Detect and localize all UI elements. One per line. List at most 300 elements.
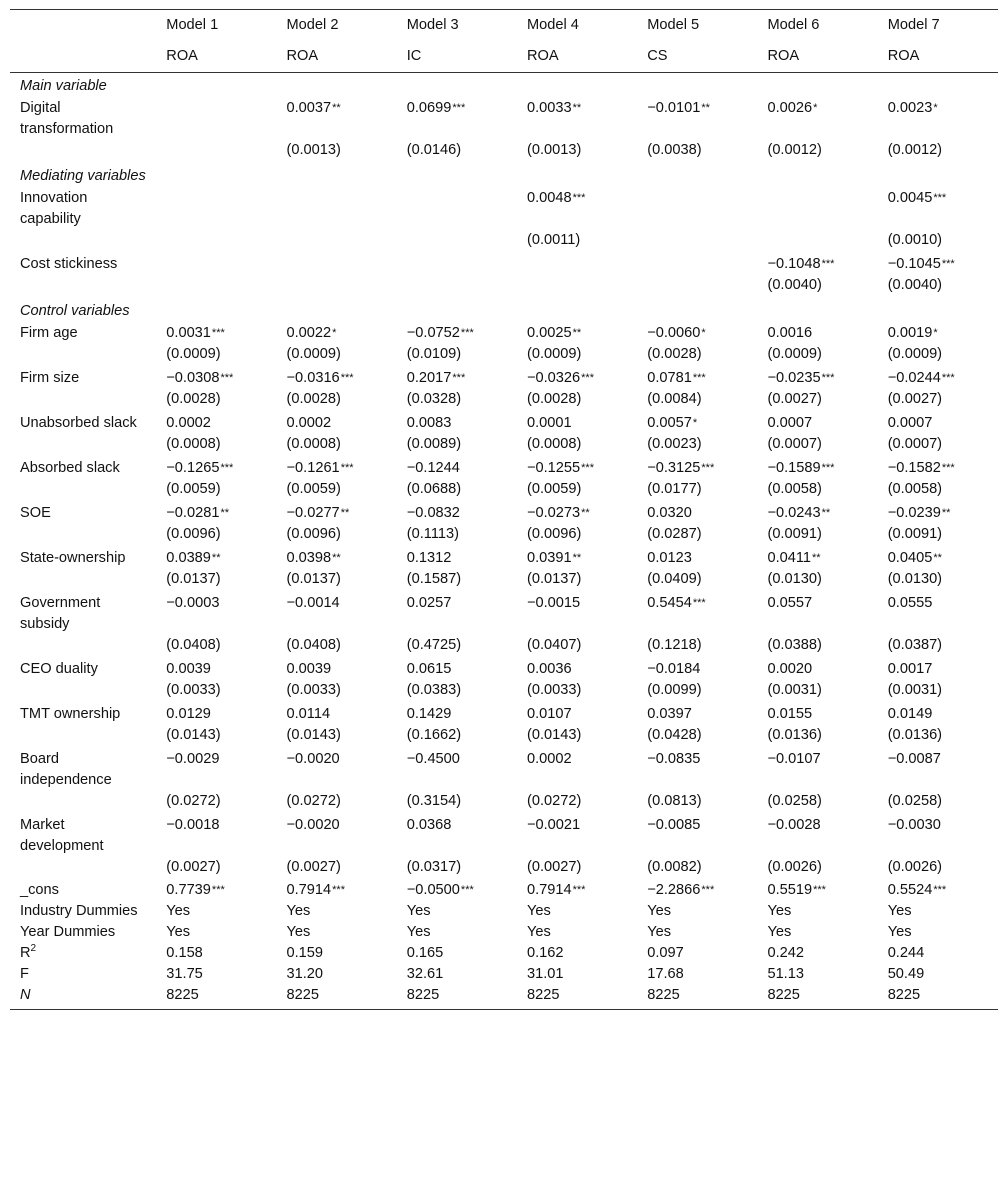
row-label-empty [10, 857, 156, 880]
dependent-header: CS [637, 41, 757, 73]
coefficient-cell: 0.5454*** [647, 595, 706, 611]
row-label-empty [10, 389, 156, 412]
coefficient-cell [156, 97, 276, 140]
significance-stars: *** [460, 327, 474, 339]
significance-stars: ** [572, 102, 582, 114]
coefficient-cell: 0.0026* [767, 100, 818, 116]
table-row [10, 569, 998, 592]
value-cell: 8225 [757, 985, 877, 1010]
coefficient-cell [397, 253, 517, 275]
table-row [10, 748, 998, 791]
std-error-cell: (0.0059) [526, 481, 582, 497]
value-cell: 0.244 [887, 945, 925, 961]
coefficient-cell: −0.0832 [406, 505, 460, 521]
coefficient-cell: −0.0087 [887, 751, 941, 767]
significance-stars: *** [581, 462, 594, 474]
std-error-cell: (0.0258) [887, 793, 943, 809]
row-label: Absorbed slack [20, 460, 120, 476]
coefficient-cell: −0.0308*** [166, 370, 234, 386]
std-error-cell: (0.0007) [767, 436, 822, 452]
std-error-cell: (0.0143) [166, 727, 221, 743]
significance-stars: * [332, 327, 337, 339]
row-label: Year Dummies [20, 924, 116, 940]
value-cell: Yes [406, 903, 431, 919]
value-cell: 0.7914*** [526, 882, 586, 898]
std-error-cell: (0.0096) [286, 526, 341, 542]
table-row [10, 680, 998, 703]
significance-stars: * [933, 327, 938, 339]
std-error-cell: (0.0383) [406, 682, 462, 698]
significance-stars: *** [340, 462, 354, 474]
significance-stars: *** [821, 258, 835, 270]
dependent-header: ROA [517, 41, 637, 73]
significance-stars: *** [211, 327, 225, 339]
coefficient-cell: −0.1045*** [887, 256, 955, 272]
coefficient-cell: 0.0257 [406, 595, 452, 611]
table-row [10, 434, 998, 457]
coefficient-cell: −0.0184 [647, 661, 701, 677]
std-error-cell: (0.0409) [647, 571, 702, 587]
coefficient-cell: 0.0023* [887, 100, 938, 116]
significance-stars: ** [581, 507, 590, 519]
coefficient-cell [277, 253, 397, 275]
significance-stars: *** [572, 884, 586, 896]
coefficient-cell: −0.0015 [526, 595, 581, 611]
table-row [10, 658, 998, 680]
coefficient-cell: −0.0003 [166, 595, 220, 611]
row-label-empty [10, 275, 156, 298]
significance-stars: *** [220, 372, 234, 384]
coefficient-cell: 0.0037** [286, 100, 341, 116]
coefficient-cell: 0.0002 [526, 751, 572, 767]
coefficient-cell: −0.0020 [286, 751, 340, 767]
std-error-cell: (0.0387) [887, 637, 943, 653]
value-cell: 31.75 [166, 966, 203, 982]
row-label-empty [10, 569, 156, 592]
table-row [10, 502, 998, 524]
std-error-cell: (0.3154) [406, 793, 462, 809]
model-header: Model 3 [397, 10, 517, 42]
superscript: 2 [30, 943, 37, 955]
value-cell: Yes [286, 924, 311, 940]
significance-stars: ** [211, 552, 221, 564]
coefficient-cell: 0.0057* [647, 415, 698, 431]
coefficient-cell [277, 187, 397, 230]
std-error-cell: (0.1218) [647, 637, 702, 653]
coefficient-cell: 0.1312 [406, 550, 452, 566]
std-error-cell [156, 230, 276, 253]
std-error-cell: (0.0033) [166, 682, 221, 698]
significance-stars: *** [581, 372, 594, 384]
std-error-cell: (0.0008) [166, 436, 221, 452]
std-error-cell [397, 230, 517, 253]
std-error-cell: (0.0013) [286, 142, 341, 158]
std-error-cell: (0.0033) [286, 682, 341, 698]
std-error-cell: (0.0059) [286, 481, 341, 497]
coefficient-cell: 0.0020 [767, 661, 813, 677]
coefficient-cell: 0.0025** [526, 325, 582, 341]
std-error-cell: (0.0028) [286, 391, 341, 407]
dependent-header: ROA [757, 41, 877, 73]
coefficient-cell [156, 187, 276, 230]
significance-stars: * [692, 417, 698, 429]
value-cell: Yes [887, 924, 912, 940]
std-error-cell: (0.0033) [526, 682, 582, 698]
std-error-cell: (0.0028) [647, 346, 702, 362]
coefficient-cell: 0.0149 [887, 706, 933, 722]
std-error-cell: (0.0146) [406, 142, 462, 158]
table-row [10, 964, 998, 985]
table-row [10, 524, 998, 547]
coefficient-cell: 0.0781*** [647, 370, 706, 386]
std-error-cell: (0.0813) [647, 793, 702, 809]
coefficient-cell: 0.0002 [286, 415, 332, 431]
coefficient-cell: 0.0083 [406, 415, 452, 431]
std-error-cell: (0.0040) [887, 277, 943, 293]
section-header-row [10, 73, 998, 98]
row-label: F [20, 966, 29, 982]
value-cell: 0.7914*** [286, 882, 345, 898]
value-cell: 8225 [637, 985, 757, 1010]
coefficient-cell: 0.0022* [286, 325, 337, 341]
std-error-cell: (0.0096) [166, 526, 221, 542]
row-label-empty [10, 230, 156, 253]
std-error-cell: (0.0023) [647, 436, 702, 452]
coefficient-cell: 0.0017 [887, 661, 933, 677]
std-error-cell: (0.0287) [647, 526, 702, 542]
std-error-cell: (0.0091) [767, 526, 822, 542]
significance-stars: ** [933, 552, 942, 564]
table-row [10, 814, 998, 857]
dependent-header: IC [397, 41, 517, 73]
std-error-cell: (0.0096) [526, 526, 582, 542]
significance-stars: ** [332, 102, 341, 114]
std-error-cell [517, 275, 637, 298]
coefficient-cell: −0.0020 [286, 817, 340, 833]
row-label: Government subsidy [20, 595, 101, 632]
coefficient-cell: −0.1255*** [526, 460, 594, 476]
significance-stars: *** [692, 372, 706, 384]
table-row [10, 230, 998, 253]
std-error-cell: (0.0688) [406, 481, 462, 497]
coefficient-cell [757, 187, 877, 230]
coefficient-cell: 0.0016 [767, 325, 813, 341]
value-cell: Yes [647, 924, 672, 940]
std-error-cell: (0.0272) [286, 793, 341, 809]
std-error-cell: (0.0130) [887, 571, 943, 587]
value-cell: 8225 [517, 985, 637, 1010]
std-error-cell: (0.0013) [526, 142, 582, 158]
std-error-cell: (0.0408) [166, 637, 221, 653]
significance-stars: ** [812, 552, 821, 564]
std-error-cell: (0.0388) [767, 637, 822, 653]
significance-stars: ** [941, 507, 951, 519]
value-cell: 31.20 [286, 966, 324, 982]
row-label-empty [10, 680, 156, 703]
table-row [10, 457, 998, 479]
coefficient-cell: −0.1261*** [286, 460, 354, 476]
significance-stars: * [701, 327, 706, 339]
row-label-empty [10, 479, 156, 502]
std-error-cell [156, 140, 276, 163]
coefficient-cell: 0.0039 [166, 661, 211, 677]
coefficient-cell: 0.0007 [887, 415, 933, 431]
coefficient-cell: −0.0021 [526, 817, 581, 833]
coefficient-cell: −0.0752*** [406, 325, 474, 341]
table-row [10, 412, 998, 434]
coefficient-cell: 0.0411** [767, 550, 821, 566]
significance-stars: *** [692, 597, 706, 609]
row-label: Digital transformation [20, 100, 114, 137]
section-header-row [10, 298, 998, 322]
value-cell: 8225 [277, 985, 397, 1010]
value-cell: 50.49 [887, 966, 925, 982]
coefficient-cell: 0.0320 [647, 505, 692, 521]
coefficient-cell: 0.0555 [887, 595, 933, 611]
coefficient-cell: −0.0085 [647, 817, 701, 833]
std-error-cell: (0.0009) [286, 346, 341, 362]
coefficient-cell: 0.0699*** [406, 100, 466, 116]
coefficient-cell: −0.0101** [647, 100, 710, 116]
header-row-models [10, 10, 998, 42]
coefficient-cell: −0.4500 [406, 751, 460, 767]
coefficient-cell: −0.3125*** [647, 460, 715, 476]
value-cell: Yes [767, 924, 792, 940]
std-error-cell: (0.1587) [406, 571, 462, 587]
coefficient-cell: 0.2017*** [406, 370, 466, 386]
std-error-cell [757, 230, 877, 253]
coefficient-cell: −0.1265*** [166, 460, 234, 476]
std-error-cell: (0.0137) [286, 571, 341, 587]
std-error-cell [277, 275, 397, 298]
table-row [10, 187, 998, 230]
std-error-cell: (0.0143) [526, 727, 582, 743]
std-error-cell: (0.0027) [286, 859, 341, 875]
significance-stars: ** [572, 327, 582, 339]
significance-stars: ** [701, 102, 710, 114]
significance-stars: ** [821, 507, 831, 519]
coefficient-cell: −0.0018 [166, 817, 220, 833]
std-error-cell: (0.0137) [526, 571, 582, 587]
std-error-cell: (0.0099) [647, 682, 702, 698]
significance-stars: *** [340, 372, 354, 384]
row-label: SOE [20, 505, 51, 521]
table-row [10, 703, 998, 725]
value-cell: Yes [647, 903, 672, 919]
significance-stars: *** [821, 462, 835, 474]
std-error-cell: (0.0089) [406, 436, 462, 452]
table-row [10, 344, 998, 367]
table-header [10, 10, 998, 73]
coefficient-cell: 0.0045*** [887, 190, 947, 206]
std-error-cell: (0.0130) [767, 571, 822, 587]
value-cell: Yes [526, 924, 551, 940]
std-error-cell: (0.0012) [767, 142, 822, 158]
std-error-cell: (0.0026) [887, 859, 943, 875]
coefficient-cell: −0.0014 [286, 595, 340, 611]
table-row [10, 635, 998, 658]
significance-stars: *** [813, 884, 826, 896]
value-cell: 0.097 [647, 945, 684, 961]
significance-stars: *** [821, 372, 835, 384]
coefficient-cell: −0.1582*** [887, 460, 955, 476]
value-cell: 0.7739*** [166, 882, 225, 898]
regression-table [10, 9, 998, 1010]
value-cell: 0.5524*** [887, 882, 947, 898]
std-error-cell: (0.0328) [406, 391, 462, 407]
coefficient-cell: −0.0281** [166, 505, 230, 521]
row-label: Cost stickiness [20, 256, 118, 272]
row-label-empty [10, 140, 156, 163]
table-row [10, 592, 998, 635]
row-label: State-ownership [20, 550, 126, 566]
std-error-cell: (0.0009) [767, 346, 822, 362]
coefficient-cell: 0.1429 [406, 706, 452, 722]
significance-stars: *** [452, 102, 466, 114]
value-cell: Yes [286, 903, 311, 919]
value-cell: 8225 [156, 985, 276, 1010]
coefficient-cell: 0.0615 [406, 661, 452, 677]
row-label: Board independence [20, 751, 112, 788]
std-error-cell: (0.0272) [166, 793, 221, 809]
std-error-cell: (0.0177) [647, 481, 702, 497]
row-label-empty [10, 524, 156, 547]
coefficient-cell: 0.0557 [767, 595, 813, 611]
coefficient-cell: 0.0129 [166, 706, 211, 722]
significance-stars: *** [332, 884, 345, 896]
std-error-cell: (0.0028) [166, 391, 221, 407]
coefficient-cell: −0.0235*** [767, 370, 835, 386]
value-cell: 0.5519*** [767, 882, 826, 898]
coefficient-cell: −0.0243** [767, 505, 831, 521]
model-header: Model 1 [156, 10, 276, 42]
coefficient-cell: −0.0107 [767, 751, 821, 767]
coefficient-cell: 0.0155 [767, 706, 813, 722]
std-error-cell: (0.0137) [166, 571, 221, 587]
std-error-cell: (0.0143) [286, 727, 341, 743]
std-error-cell: (0.0084) [647, 391, 702, 407]
significance-stars: *** [220, 462, 234, 474]
row-label: Unabsorbed slack [20, 415, 137, 431]
value-cell: 32.61 [406, 966, 444, 982]
coefficient-cell: −0.0316*** [286, 370, 354, 386]
std-error-cell [397, 275, 517, 298]
coefficient-cell: −0.0028 [767, 817, 821, 833]
std-error-cell: (0.0082) [647, 859, 702, 875]
std-error-cell: (0.0059) [166, 481, 221, 497]
significance-stars: *** [941, 258, 955, 270]
significance-stars: *** [933, 884, 947, 896]
coefficient-cell: −0.0029 [166, 751, 220, 767]
coefficient-cell: 0.0036 [526, 661, 572, 677]
coefficient-cell: −0.1589*** [767, 460, 835, 476]
significance-stars: *** [701, 884, 715, 896]
table-row [10, 922, 998, 943]
row-label: Firm age [20, 325, 78, 341]
table-row [10, 943, 998, 964]
std-error-cell: (0.0136) [767, 727, 822, 743]
coefficient-cell [637, 187, 757, 230]
row-label: Innovation capability [20, 190, 88, 227]
table-row [10, 791, 998, 814]
table-row [10, 985, 998, 1010]
std-error-cell: (0.0407) [526, 637, 582, 653]
coefficient-cell: 0.0107 [526, 706, 572, 722]
header-corner [10, 41, 156, 73]
std-error-cell: (0.0272) [526, 793, 582, 809]
value-cell: 8225 [878, 985, 998, 1010]
std-error-cell: (0.0027) [526, 859, 582, 875]
significance-stars: *** [460, 884, 474, 896]
model-header: Model 4 [517, 10, 637, 42]
value-cell: Yes [887, 903, 912, 919]
std-error-cell: (0.0010) [887, 232, 943, 248]
value-cell: 17.68 [647, 966, 684, 982]
std-error-cell: (0.0027) [166, 859, 221, 875]
table-row [10, 880, 998, 901]
significance-stars: *** [452, 372, 466, 384]
significance-stars: * [813, 102, 818, 114]
value-cell: 0.165 [406, 945, 444, 961]
std-error-cell: (0.0058) [887, 481, 943, 497]
coefficient-cell: 0.0397 [647, 706, 692, 722]
std-error-cell [156, 275, 276, 298]
coefficient-cell: 0.0007 [767, 415, 813, 431]
std-error-cell: (0.0109) [406, 346, 462, 362]
coefficient-cell: −0.0244*** [887, 370, 955, 386]
section-title: Mediating variables [20, 168, 146, 184]
row-label-empty [10, 635, 156, 658]
std-error-cell [637, 230, 757, 253]
coefficient-cell: 0.0048*** [526, 190, 586, 206]
row-label: $R^2$ [20, 943, 37, 961]
coefficient-cell [637, 253, 757, 275]
row-label: Firm size [20, 370, 80, 386]
std-error-cell: (0.0028) [526, 391, 582, 407]
table-row [10, 389, 998, 412]
coefficient-cell: 0.0001 [526, 415, 572, 431]
value-cell: Yes [767, 903, 792, 919]
std-error-cell: (0.0408) [286, 637, 341, 653]
coefficient-cell: −0.0326*** [526, 370, 594, 386]
std-error-cell: (0.0011) [526, 232, 581, 248]
coefficient-cell: 0.0039 [286, 661, 332, 677]
coefficient-cell: −0.1244 [406, 460, 460, 476]
value-cell: 51.13 [767, 966, 804, 982]
std-error-cell: (0.0031) [767, 682, 822, 698]
value-cell: Yes [166, 903, 191, 919]
std-error-cell: (0.0027) [887, 391, 943, 407]
coefficient-cell: 0.0389** [166, 550, 221, 566]
table-row [10, 547, 998, 569]
coefficient-cell [156, 253, 276, 275]
row-label-empty [10, 791, 156, 814]
std-error-cell: (0.0058) [767, 481, 822, 497]
coefficient-cell: −0.0277** [286, 505, 350, 521]
std-error-cell: (0.0136) [887, 727, 943, 743]
std-error-cell: (0.0258) [767, 793, 822, 809]
coefficient-cell: 0.0114 [286, 706, 331, 722]
model-header: Model 2 [277, 10, 397, 42]
value-cell: Yes [406, 924, 431, 940]
std-error-cell: (0.0009) [887, 346, 943, 362]
row-label: _cons [20, 882, 59, 898]
table-row [10, 901, 998, 922]
table-row [10, 253, 998, 275]
table-row [10, 367, 998, 389]
table-row [10, 479, 998, 502]
std-error-cell: (0.0012) [887, 142, 943, 158]
